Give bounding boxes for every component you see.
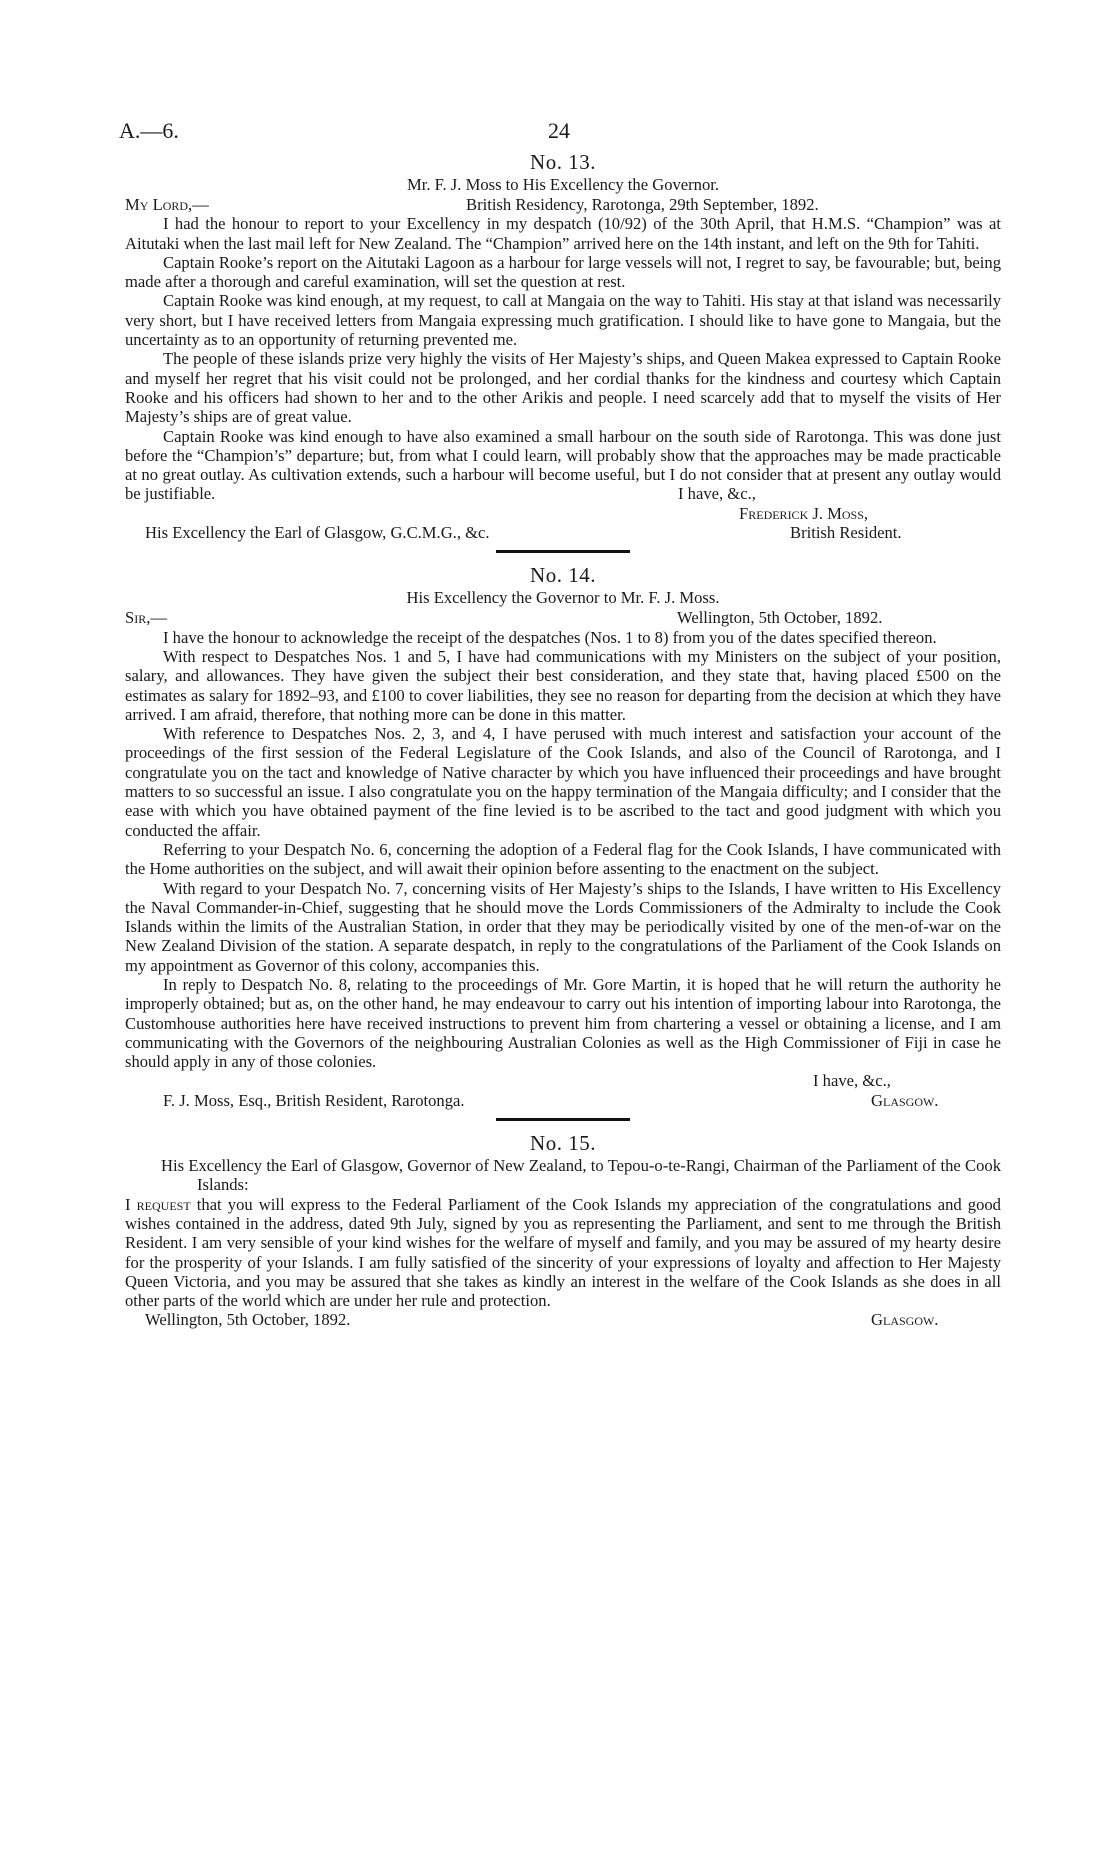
paragraph: In reply to Despatch No. 8, relating to the proceedings of Mr. Gore Martin, it is hoped that he will return the authority he improperly obtained; but as, on the other hand, he may endeavour to carry out his intention of importing labour into Rarotonga, the Customhouse authorities here have received instructions to prevent him from chartering a vessel or obtaining a license, and I am communicating with the Governors of the neighbouring Australian Colonies as well as the High Commissioner of Fiji in case he should apply in any of those colonies. [125,974,1001,1072]
paragraph: Captain Rooke was kind enough to have also examined a small harbour on the south side of Rarotonga. This was done just before the “Champion’s” departure; but, from what I could learn, will probably show that the approaches may be made practicable at no great outlay. As cultivation extends, such a harbour will become useful, but I do not consider that at present any outlay would [125,426,1001,485]
closing: I have, &c., [678,484,756,504]
section-title: No. 14. [530,563,596,588]
section-caption: Mr. F. J. Moss to His Excellency the Governor. [406,175,720,194]
paragraph: Captain Rooke’s report on the Aitutaki Lagoon as a harbour for large vessels will not, I regret to say, be favourable; but, being made after a thorough and careful examination, will set the question at rest. [125,252,1001,292]
dateline: Wellington, 5th October, 1892. [145,1310,351,1330]
salutation: Sir,— [125,608,167,628]
addressee-row [125,1091,1001,1110]
addressee: His Excellency the Earl of Glasgow, G.C.M.G., &c. [145,523,490,543]
section-divider [496,550,630,553]
section-caption: His Excellency the Governor to Mr. F. J. Moss. [406,588,720,608]
addressee-row [125,523,1001,542]
signature-row [125,504,1001,523]
dateline-row [125,1310,1001,1329]
section-divider [496,1118,630,1121]
page-number: 24 [548,118,570,143]
section-caption: His Excellency the Earl of Glasgow, Governor of New Zealand, to Tepou-o-te-Rangi, Chairman of the Parliament of the Cook Islands: [161,1156,1001,1195]
paragraph: With reference to Despatches Nos. 2, 3, and 4, I have perused with much interest and satisfaction your account of the proceedings of the first session of the Federal Legislature of the Cook Islands, and also of the Council of Rarotonga, and I congratulate you on the tact and knowledge of Native character by which you have influenced their proceedings and have brought matters to so successful an issue. I also congratulate you on the happy termination of the Mangaia difficulty; and I consider that the ease with which you have obtained payment of the fine levied is to be ascribed to the tact and good judgment with which you conducted the affair. [125,724,1001,840]
document-reference: A.—6. [119,118,179,143]
running-header [119,118,1001,148]
salutation-row [125,608,1001,627]
section-title: No. 13. [530,150,596,174]
paragraph: The people of these islands prize very highly the visits of Her Majesty’s ships, and Queen Makea expressed to Captain Rooke and myself her regret that his visit could not be prolonged, and her cordial thanks for the kindness and courtesy which Captain Rooke and his officers had shown to her and to the other Arikis and people. I need scarcely add that to myself the visits of Her Majesty’s ships are of great value. [125,349,1001,427]
paragraph: I had the honour to report to your Excellency in my despatch (10/92) of the 30th April, that H.M.S. “Champion” was at Aitutaki when the last mail left for New Zealand. The “Champion” arrived here on the 14th instant, and left on the 9th for Tahiti. [125,214,1001,253]
closing-row [125,484,1001,503]
closing-row [125,1071,1001,1090]
paragraph: I have the honour to acknowledge the receipt of the despatches (Nos. 1 to 8) from you of the dates specified thereon. [163,627,937,647]
despatch-no-15 [125,1130,1001,1330]
section-title: No. 15. [530,1131,596,1156]
signature: Glasgow. [871,1090,939,1110]
despatch-no-14 [125,562,1001,1110]
opening-word: I request [125,1194,191,1214]
paragraph-last-line: be justifiable. [125,484,216,504]
salutation: My Lord,— [125,195,209,214]
paragraph: With regard to your Despatch No. 7, concerning visits of Her Majesty’s ships to the Islands, I have written to His Excellency the Naval Commander-in-Chief, suggesting that he should move the Lords Commissioners of the Admiralty to include the Cook Islands within the limits of the Australian Station, in order that they may be periodically visited by one of the men-of-war on the New Zealand Division of the station. A separate despatch, in reply to the congratulations of the Parliament of the Cook Islands on my appointment as Governor of this colony, accompanies this. [125,878,1001,975]
paragraph: With respect to Despatches Nos. 1 and 5, I have had communications with my Ministers on the subject of your position, salary, and allowances. They have given the subject their best consideration, and they state that, having placed £500 on the estimates as salary for 1892–93, and £100 to cover liabilities, they see no reason for departing from the decision at which they have arrived. I am afraid, therefore, that nothing more can be done in this matter. [125,646,1001,724]
dateline: Wellington, 5th October, 1892. [677,608,883,628]
closing: I have, &c., [813,1071,891,1091]
signature: Glasgow. [871,1310,939,1330]
despatch-no-13 [125,149,1001,542]
salutation-row [125,195,1001,214]
paragraph [125,1195,1001,1311]
dateline: British Residency, Rarotonga, 29th September, 1892. [466,195,819,214]
signer-title: British Resident. [790,523,902,543]
paragraph-text: that you will express to the Federal Parliament of the Cook Islands my appreciation of the congratulations and good wishes contained in the address, dated 9th July, signed by you as representing the Parliament, and sent to me through the British Resident. I am very sensible of your kind wishes for the welfare of myself and family, and you may be assured of my hearty desire for the prosperity of your Islands. I am fully satisfied of the sincerity of your expressions of loyalty and affection to Her Majesty Queen Victoria, and you may be assured that she takes as kindly an interest in the welfare of the Cook Islands as she does in all other parts of the world which are under her rule and protection. [125,1194,1001,1311]
addressee: F. J. Moss, Esq., British Resident, Rarotonga. [163,1090,465,1110]
paragraph: Referring to your Despatch No. 6, concerning the adoption of a Federal flag for the Cook Islands, I have communicated with the Home authorities on the subject, and will await their opinion before assenting to the enactment on the subject. [125,839,1001,879]
paragraph: Captain Rooke was kind enough, at my request, to call at Mangaia on the way to Tahiti. His stay at that island was necessarily very short, but I have received letters from Mangaia expressing much gratification. I should like to have gone to Mangaia, but the uncertainty as to an opportunity of returning prevented me. [125,291,1001,350]
signature: Frederick J. Moss, [739,503,869,523]
document-page [119,118,1001,1330]
